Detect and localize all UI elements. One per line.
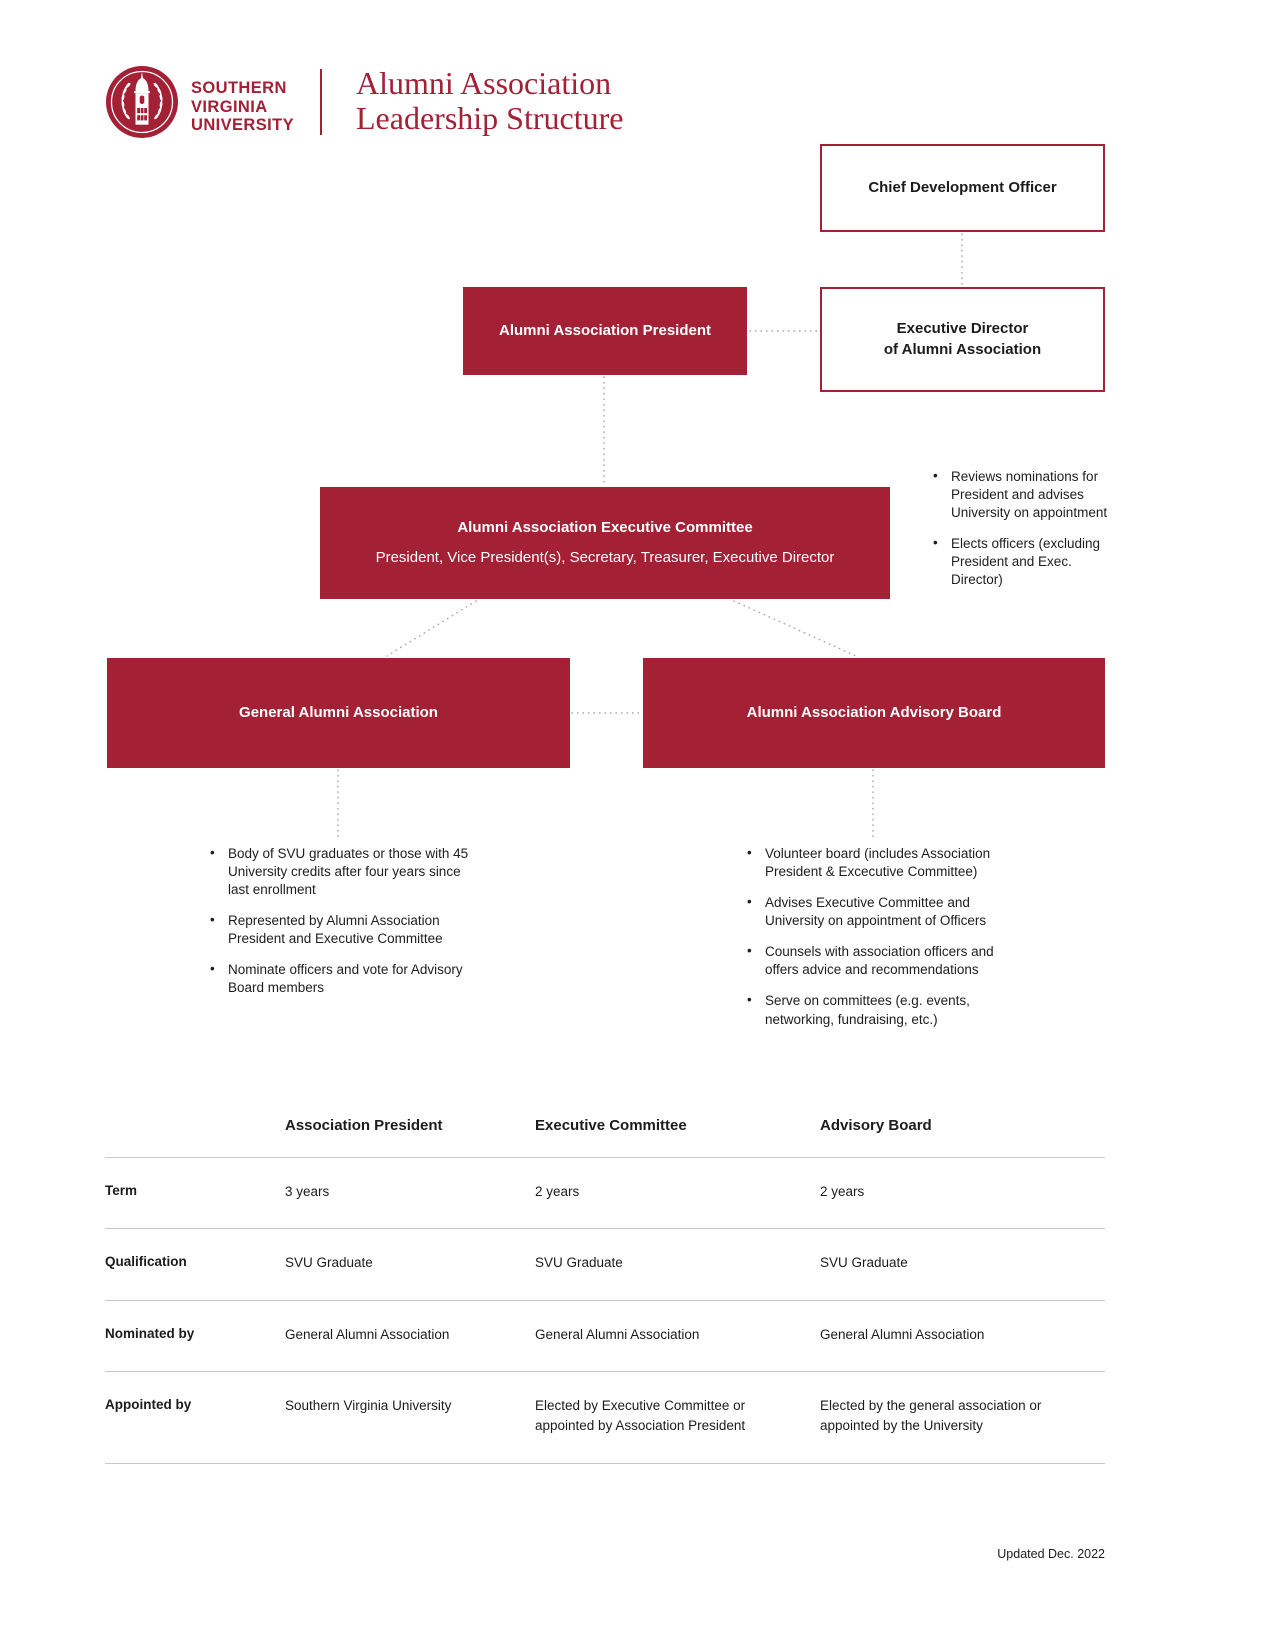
general-association-notes xyxy=(205,845,469,998)
column-header-executive-committee: Executive Committee xyxy=(535,1117,687,1134)
connector-execcom-aab xyxy=(734,601,856,656)
table-cell: Elected by Executive Committee or appointed by Association President xyxy=(535,1398,746,1433)
table-row-term xyxy=(105,1157,1105,1229)
node-advisory-board xyxy=(643,658,1105,768)
table-cell: General Alumni Association xyxy=(285,1326,450,1342)
university-wordmark xyxy=(191,79,294,135)
node-executive-committee xyxy=(320,487,890,599)
note-item: • Advises Executive Committee and University on appointment of Officers xyxy=(742,894,1010,930)
note-item: • Counsels with association officers and offers advice and recommendations xyxy=(742,943,1010,979)
row-label: Nominated by xyxy=(105,1325,195,1341)
node-label: Chief Development Officer xyxy=(868,178,1057,196)
note-item: • Represented by Alumni Association President and Executive Committee xyxy=(205,912,469,948)
table-cell: Elected by the general association or appointed by the University xyxy=(820,1398,1042,1433)
table-cell: Southern Virginia University xyxy=(285,1398,452,1414)
column-header-association-president: Association President xyxy=(285,1117,443,1134)
node-label: Alumni Association Advisory Board xyxy=(746,703,1002,721)
table-row-qualification xyxy=(105,1228,1105,1300)
note-item: • Serve on committees (e.g. events, networking, fundraising, etc.) xyxy=(742,992,1010,1028)
table-row-appointed-by xyxy=(105,1371,1105,1462)
table-header-row xyxy=(105,1105,1105,1157)
note-item: • Elects officers (excluding President and Exec. Director) xyxy=(928,535,1120,589)
advisory-board-notes xyxy=(742,845,1010,1029)
node-label: General Alumni Association xyxy=(239,703,438,721)
note-item: • Body of SVU graduates or those with 45 University credits after four years since last enrollment xyxy=(205,845,469,899)
note-item: • Nominate officers and vote for Advisory Board members xyxy=(205,961,469,997)
node-subtitle: President, Vice President(s), Secretary, Treasurer, Executive Director xyxy=(375,548,835,566)
table-cell: 3 years xyxy=(285,1183,330,1199)
node-label-line1: Executive Director xyxy=(896,320,1029,338)
table-cell: 2 years xyxy=(820,1183,865,1199)
row-label: Qualification xyxy=(105,1254,187,1270)
table-cell: General Alumni Association xyxy=(535,1326,700,1342)
wordmark-line: VIRGINIA xyxy=(191,97,268,116)
table-row-nominated-by xyxy=(105,1300,1105,1372)
connector-execcom-gaa xyxy=(387,601,476,656)
row-label: Appointed by xyxy=(105,1397,192,1413)
note-item: • Volunteer board (includes Association President & Excecutive Committee) xyxy=(742,845,1010,881)
row-label: Term xyxy=(105,1182,138,1198)
node-executive-director xyxy=(820,287,1105,392)
column-header-advisory-board: Advisory Board xyxy=(820,1117,932,1134)
table-cell: SVU Graduate xyxy=(535,1255,623,1271)
page-title-line2: Leadership Structure xyxy=(356,100,624,137)
svu-seal-logo-icon xyxy=(104,64,180,140)
table-cell: General Alumni Association xyxy=(820,1326,985,1342)
page-title-line1: Alumni Association xyxy=(356,65,612,101)
svu-seal-graphic xyxy=(104,64,180,140)
table-cell: 2 years xyxy=(535,1183,580,1199)
node-alumni-association-president xyxy=(463,287,747,375)
table-cell: SVU Graduate xyxy=(285,1255,373,1271)
wordmark-line: SOUTHERN xyxy=(191,79,287,97)
page-title xyxy=(356,66,623,136)
node-label: Alumni Association President xyxy=(499,321,711,339)
table-cell: SVU Graduate xyxy=(820,1255,908,1271)
node-label-line2: of Alumni Association xyxy=(883,340,1042,358)
note-item: • Reviews nominations for President and advises University on appointment xyxy=(928,468,1120,522)
node-title: Alumni Association Executive Committee xyxy=(457,519,753,537)
wordmark-line: UNIVERSITY xyxy=(191,116,295,135)
updated-date-note: Updated Dec. 2022 xyxy=(997,1547,1105,1561)
leadership-comparison-table xyxy=(105,1105,1105,1464)
exec-committee-notes xyxy=(928,468,1120,589)
header-divider xyxy=(320,69,322,135)
node-general-alumni-association xyxy=(107,658,570,768)
node-chief-development-officer xyxy=(820,144,1105,232)
